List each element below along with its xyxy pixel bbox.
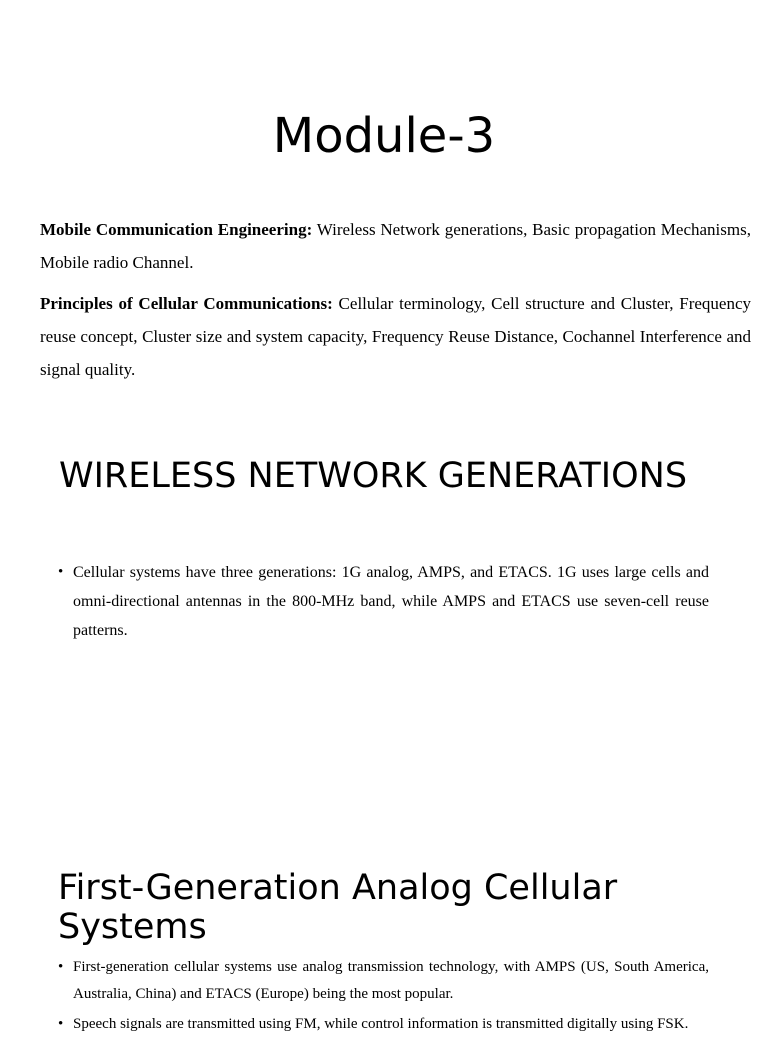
bullet-text: Cellular systems have three generations: 1G analog, AMPS, and ETACS. 1G uses large cells and omni-directional antennas in the 800-MHz band, while AMPS and ETACS use seven-cell reuse patterns. [73,564,709,639]
intro-text-2: Cellular terminology, Cell structure and Cluster, Frequency reuse concept, Cluster size and system capacity, Frequency Reuse Distance, Cochannel Interference and signal quality. [40,294,751,379]
intro-text-1: Wireless Network generations, Basic propagation Mechanisms, Mobile radio Channel. [40,220,751,272]
list-item [58,954,709,1008]
bullet-text: First-generation cellular systems use analog transmission technology, with AMPS (US, South America, Australia, China) and ETACS (Europe) being the most popular. [73,959,709,1002]
bullet-icon: • [58,959,64,975]
bullet-icon: • [58,1016,64,1032]
list-item [58,1011,709,1038]
intro-label-1: Mobile Communication Engineering: [40,220,313,239]
section-heading-wireless-generations: WIRELESS NETWORK GENERATIONS [59,456,688,496]
section-heading-first-generation: First-Generation Analog Cellular Systems [58,868,618,947]
intro-paragraph-1 [40,213,751,279]
intro-paragraph-2 [40,287,751,386]
intro-label-2: Principles of Cellular Communications: [40,294,333,313]
page-title: Module-3 [272,108,496,164]
bullet-icon: • [58,564,64,580]
list-item [58,558,709,645]
bullet-text: Speech signals are transmitted using FM, while control information is transmitted digitally using FSK. [73,1016,689,1032]
